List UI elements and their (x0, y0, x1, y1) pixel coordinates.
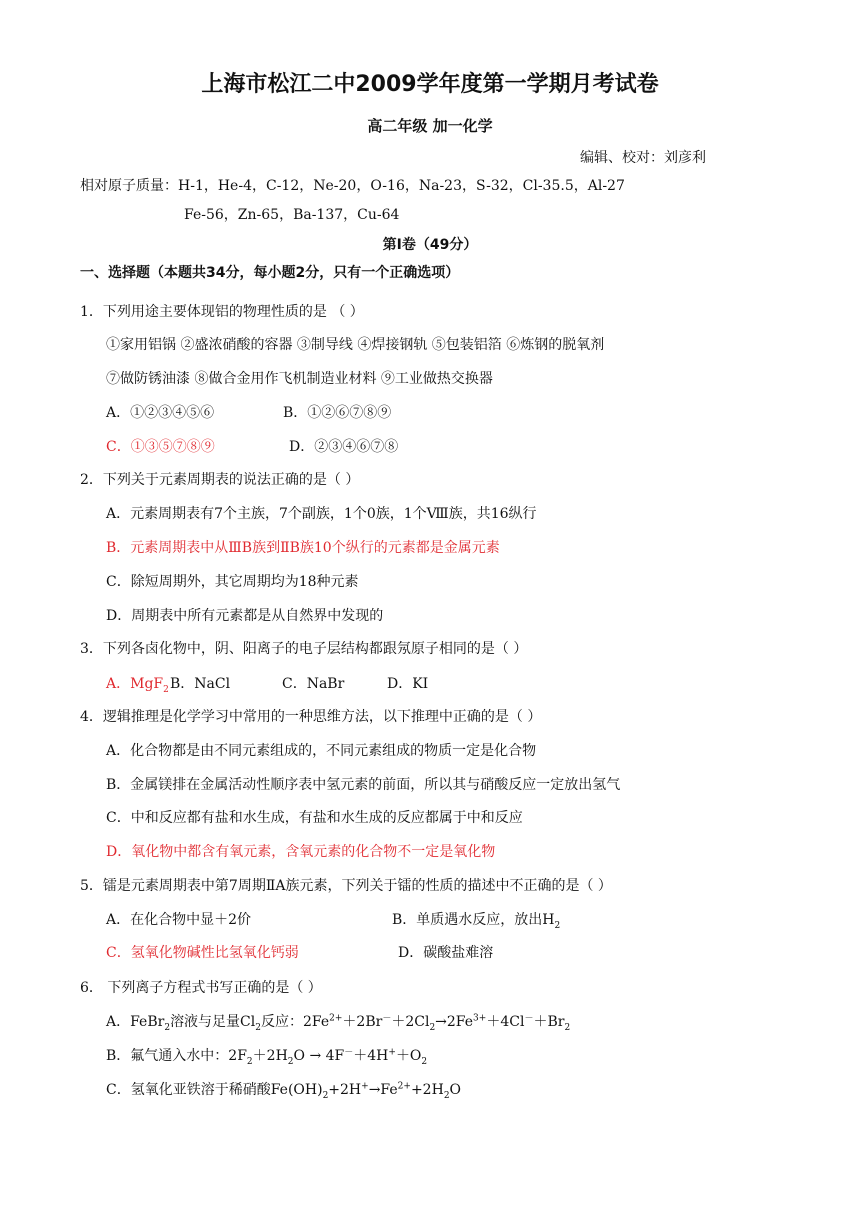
q3-option-c: C．NaBr (282, 676, 345, 692)
q6b-text-1: B．氟气通入水中：2F (106, 1048, 247, 1064)
q5-option-b (392, 911, 560, 929)
q1-option-b: B．①②⑥⑦⑧⑨ (283, 405, 392, 421)
q1-stem: 1．下列用途主要体现铝的物理性质的是 （ ） (80, 304, 364, 320)
q6c-text-1: C．氢氧化亚铁溶于稀硝酸Fe(OH) (106, 1082, 323, 1098)
editor-credit: 编辑、校对：刘彦利 (580, 150, 706, 166)
q6c-sup-2: 2+ (397, 1081, 411, 1092)
q6a-text-7: ＋4Cl (486, 1014, 525, 1030)
q6a-text-3: 反应：2Fe (261, 1014, 330, 1030)
q6a-text-5: ＋2Cl (391, 1014, 430, 1030)
q6a-sup-3: 3+ (473, 1013, 487, 1024)
q6c-sub-1: 2 (322, 1090, 329, 1101)
q2-option-c: C．除短周期外，其它周期均为18种元素 (106, 574, 359, 590)
q3-option-d: D．KI (387, 676, 429, 692)
q6c-sub-2: 2 (443, 1090, 450, 1101)
q6a-text-4: ＋2Br (342, 1014, 383, 1030)
q1-option-a: A．①②③④⑤⑥ (106, 405, 215, 421)
q1-option-c-answer: C．①③⑤⑦⑧⑨ (106, 439, 215, 455)
part-title: 第Ⅰ卷（49分） (382, 237, 478, 253)
q2-option-a: A．元素周期表有7个主族，7个副族，1个0族，1个Ⅷ族，共16纵行 (106, 506, 537, 522)
q6a-text-1: A．FeBr (106, 1014, 165, 1030)
q3-stem: 3．下列各卤化物中，阴、阳离子的电子层结构都跟氖原子相同的是（ ） (80, 641, 528, 657)
q6a-text-8: ＋Br (533, 1014, 565, 1030)
q6b-text-2: ＋2H (252, 1048, 288, 1064)
q6b-text-5: ＋O (395, 1048, 422, 1064)
q6a-sup-4: － (524, 1013, 534, 1024)
exam-subtitle: 高二年级 加一化学 (367, 117, 493, 135)
q3-option-b: B．NaCl (170, 676, 231, 692)
atomic-mass-line-2: Fe-56，Zn-65，Ba-137，Cu-64 (184, 207, 400, 223)
q5-stem: 5．镭是元素周期表中第7周期ⅡA族元素，下列关于镭的性质的描述中不正确的是（ ） (80, 878, 612, 894)
q4-option-b: B．金属镁排在金属活动性顺序表中氢元素的前面，所以其与硝酸反应一定放出氢气 (106, 777, 621, 793)
q6c-text-4: +2H (410, 1082, 444, 1098)
q6c-text-2: +2H (328, 1082, 362, 1098)
q6a-text-6: →2Fe (435, 1014, 474, 1030)
q4-stem: 4．逻辑推理是化学学习中常用的一种思维方法，以下推理中正确的是（ ） (80, 709, 542, 725)
q5-option-b-sub: 2 (554, 920, 561, 931)
q1-items-1: ①家用铝锅 ②盛浓硝酸的容器 ③制导线 ④焊接钢轨 ⑤包装铝箔 ⑥炼钢的脱氧剂 (106, 337, 605, 353)
q6b-sup-1: － (344, 1047, 354, 1058)
q6a-sup-2: － (382, 1013, 392, 1024)
q6b-sub-2: 2 (287, 1056, 294, 1067)
q6a-text-2: 溶液与足量Cl (170, 1014, 256, 1030)
q1-items-2: ⑦做防锈油漆 ⑧做合金用作飞机制造业材料 ⑨工业做热交换器 (106, 371, 493, 387)
q5-option-d: D．碳酸盐难溶 (398, 945, 494, 961)
q6c-text-3: →Fe (368, 1082, 398, 1098)
q4-option-c: C．中和反应都有盐和水生成，有盐和水生成的反应都属于中和反应 (106, 810, 523, 826)
atomic-mass-line-1: 相对原子质量：H-1，He-4，C-12，Ne-20，O-16，Na-23，S-32，Cl-35.5，Al-27 (80, 178, 625, 194)
q2-option-b-answer: B．元素周期表中从ⅢB族到ⅡB族10个纵行的元素都是金属元素 (106, 540, 500, 556)
q2-option-d: D．周期表中所有元素都是从自然界中发现的 (106, 608, 384, 624)
q5-option-b-text: B．单质遇水反应，放出H (392, 912, 555, 928)
q6a-sub-2: 2 (255, 1022, 261, 1033)
q2-stem: 2．下列关于元素周期表的说法正确的是（ ） (80, 472, 360, 488)
q6b-text-3: O → 4F (293, 1048, 345, 1064)
q6-option-c (106, 1081, 461, 1099)
q6-option-b (106, 1047, 427, 1065)
q6c-text-5: O (449, 1082, 462, 1098)
q5-option-c-answer: C．氢氧化物碱性比氢氧化钙弱 (106, 945, 299, 961)
q6a-sub-1: 2 (164, 1022, 171, 1033)
q6a-sup-1: 2+ (329, 1013, 343, 1024)
q3-option-a-sub: 2 (163, 684, 169, 695)
q6b-sup-2: + (388, 1047, 396, 1058)
q6b-text-4: ＋4H (353, 1048, 389, 1064)
q6-option-a (106, 1013, 570, 1031)
q3-option-a-answer (106, 675, 169, 693)
q6b-sub-3: 2 (421, 1056, 428, 1067)
q6-stem: 6． 下列离子方程式书写正确的是（ ） (80, 980, 322, 996)
q1-option-d: D．②③④⑥⑦⑧ (289, 439, 399, 455)
q6b-sub-1: 2 (246, 1056, 253, 1067)
q5-option-a: A．在化合物中显＋2价 (106, 912, 252, 928)
q6a-sub-4: 2 (564, 1022, 571, 1033)
q3-option-a-text: A．MgF (106, 676, 164, 692)
q4-option-a: A．化合物都是由不同元素组成的，不同元素组成的物质一定是化合物 (106, 743, 537, 759)
section-heading: 一、选择题（本题共34分，每小题2分，只有一个正确选项） (80, 265, 460, 281)
q6a-sub-3: 2 (429, 1022, 436, 1033)
q4-option-d-answer: D．氧化物中都含有氧元素，含氧元素的化合物不一定是氧化物 (106, 844, 496, 860)
exam-title: 上海市松江二中2009学年度第一学期月考试卷 (201, 72, 659, 97)
q6c-sup-1: + (361, 1081, 369, 1092)
